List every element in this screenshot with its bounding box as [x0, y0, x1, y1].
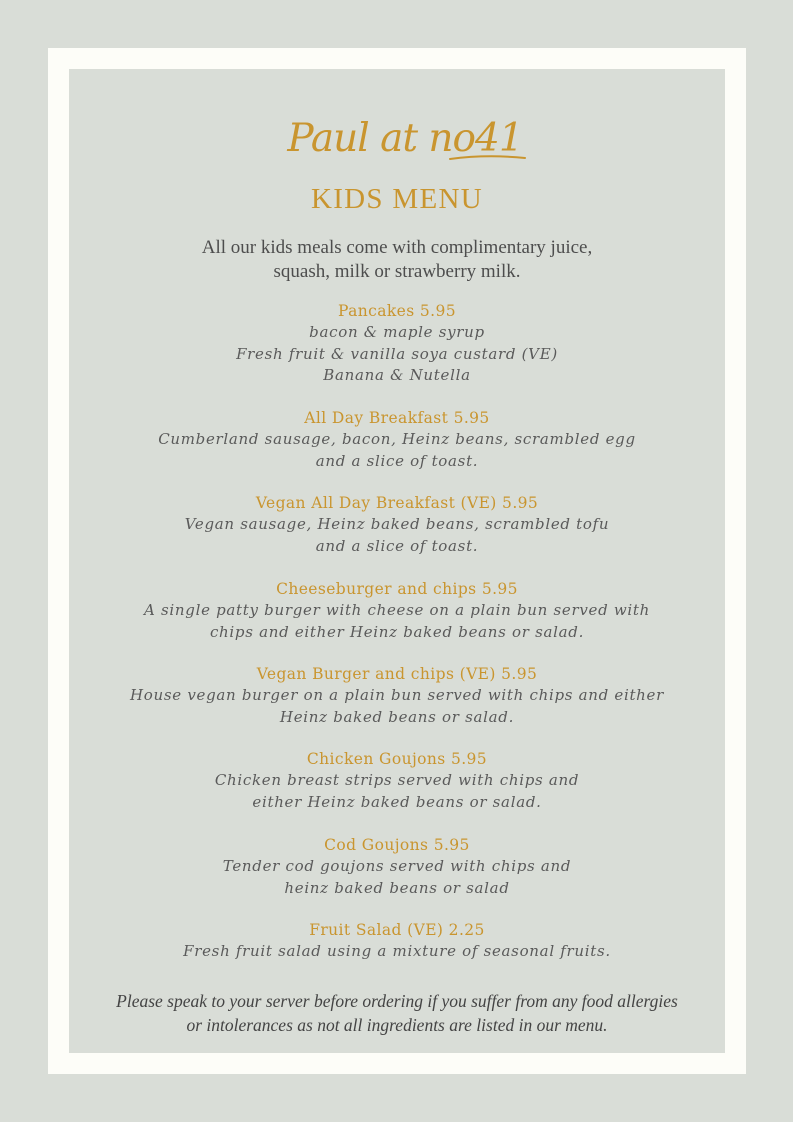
menu-item-cheeseburger	[69, 579, 725, 643]
item-description: Tender cod goujons served with chips and	[222, 857, 572, 875]
menu-item-chicken-goujons	[69, 749, 725, 813]
menu-item-vegan-burger	[69, 664, 725, 728]
item-description: chips and either Heinz baked beans or salad.	[209, 622, 585, 641]
item-description: Fresh fruit & vanilla soya custard (VE)	[236, 344, 558, 363]
menu-title: KIDS MENU	[310, 183, 483, 215]
disclaimer-line: or intolerances as not all ingredients are listed in our menu.	[186, 1015, 608, 1035]
item-description: either Heinz baked beans or salad.	[252, 792, 542, 811]
item-heading: Fruit Salad (VE) 2.25	[309, 921, 485, 939]
item-heading: Chicken Goujons 5.95	[306, 750, 488, 768]
item-description: heinz baked beans or salad	[284, 878, 510, 897]
menu-item-cod-goujons	[69, 835, 725, 899]
allergy-disclaimer	[69, 989, 725, 1037]
item-heading: Vegan All Day Breakfast (VE) 5.95	[255, 494, 539, 512]
item-description: Fresh fruit salad using a mixture of seasonal fruits.	[183, 942, 611, 960]
item-heading: Cheeseburger and chips 5.95	[276, 580, 518, 598]
disclaimer-line: Please speak to your server before ordering if you suffer from any food allergies	[116, 991, 678, 1011]
item-description: Heinz baked beans or salad.	[279, 707, 515, 726]
item-description: and a slice of toast.	[315, 451, 479, 470]
item-description: A single patty burger with cheese on a plain bun served with	[144, 601, 650, 619]
item-heading: Cod Goujons 5.95	[324, 836, 470, 854]
intro-line: squash, milk or strawberry milk.	[273, 261, 521, 282]
menu-intro	[69, 236, 725, 284]
menu-item-vegan-breakfast	[69, 493, 725, 557]
menu-item-all-day-breakfast	[69, 408, 725, 472]
menu-item-pancakes	[69, 301, 725, 387]
logo-underline-icon	[280, 109, 530, 171]
item-description: Vegan sausage, Heinz baked beans, scrambled tofu	[184, 515, 610, 533]
item-description: bacon & maple syrup	[309, 323, 485, 341]
item-heading: Pancakes 5.95	[337, 302, 457, 320]
item-description: Chicken breast strips served with chips and	[214, 771, 580, 789]
item-heading: All Day Breakfast 5.95	[304, 409, 490, 427]
restaurant-logo	[280, 109, 530, 171]
item-description: and a slice of toast.	[315, 536, 479, 555]
item-description: Cumberland sausage, bacon, Heinz beans, scrambled egg	[158, 430, 636, 448]
item-description: Banana & Nutella	[323, 366, 471, 384]
intro-line: All our kids meals come with complimentary juice,	[201, 237, 593, 258]
item-description: House vegan burger on a plain bun served with chips and either	[130, 686, 664, 704]
item-heading: Vegan Burger and chips (VE) 5.95	[256, 665, 538, 683]
menu-panel	[69, 69, 725, 1053]
logo-text: Paul at no41	[287, 116, 523, 161]
menu-item-fruit-salad	[69, 920, 725, 963]
